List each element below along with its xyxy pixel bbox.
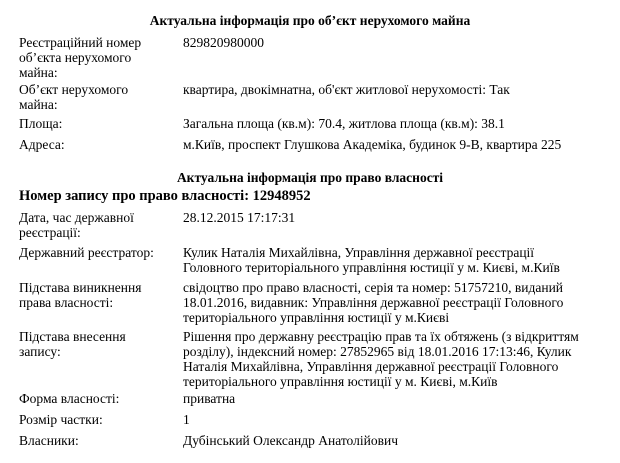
value-ownership-form: приватна — [183, 391, 236, 406]
value-share-size: 1 — [183, 412, 190, 427]
label-ownership-basis: Підстава виникнення права власності: — [19, 280, 142, 310]
value-state-registrar: Кулик Наталія Михайлівна, Управління державної реєстрації Головного територіального управління юстиції у м. Києві, м.Київ — [183, 245, 560, 275]
label-address: Адреса: — [19, 137, 65, 152]
label-ownership-form: Форма власності: — [19, 391, 120, 406]
label-registration-date: Дата, час державної реєстрації: — [19, 210, 134, 240]
label-area: Площа: — [19, 116, 63, 131]
label-registration-number: Реєстраційний номер об’єкта нерухомого майна: — [19, 35, 142, 80]
ownership-record-number: Номер запису про право власності: 12948952 — [19, 188, 311, 204]
label-state-registrar: Державний реєстратор: — [19, 245, 154, 260]
value-owners: Дубінський Олександр Анатолійович — [183, 433, 398, 448]
value-area: Загальна площа (кв.м): 70.4, житлова площа (кв.м): 38.1 — [183, 116, 505, 131]
object-section-title: Актуальна інформація про об’єкт нерухомого майна — [149, 13, 471, 28]
value-entry-basis: Рішення про державну реєстрацію прав та їх обтяжень (з відкриттям розділу), індексний номер: 27852965 від 18.01.2016 17:13:46, Кулик Наталія Михайлівна, Управління державної реєстрації Головного територіального управління юстиції у м. Києві, м.Київ — [183, 329, 579, 389]
label-entry-basis: Підстава внесення запису: — [19, 329, 126, 359]
value-address: м.Київ, проспект Глушкова Академіка, будинок 9-В, квартира 225 — [183, 137, 562, 152]
label-property-object: Об’єкт нерухомого майна: — [19, 82, 129, 112]
value-property-object: квартира, двокімнатна, об'єкт житлової нерухомості: Так — [183, 82, 510, 97]
label-owners: Власники: — [19, 433, 79, 448]
ownership-section-title: Актуальна інформація про право власності — [176, 170, 444, 185]
label-share-size: Розмір частки: — [19, 412, 103, 427]
value-registration-date: 28.12.2015 17:17:31 — [183, 210, 296, 225]
value-ownership-basis: свідоцтво про право власності, серія та номер: 51757210, виданий 18.01.2016, видавник: Управління державної реєстрації Головного територіального управління юстиції у м.Києві — [183, 280, 564, 325]
value-registration-number: 829820980000 — [183, 35, 264, 50]
